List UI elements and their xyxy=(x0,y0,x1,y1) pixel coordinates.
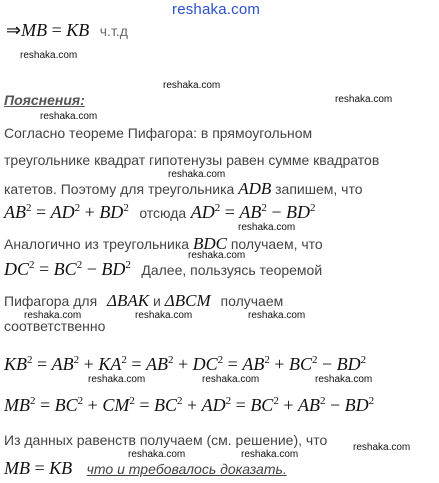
final-text: Из данных равенств получаем (см. решение), что xyxy=(4,432,328,448)
equation-bdc: $DC^2 = BC^2 - BD^2$ Далее, пользуясь теоремой xyxy=(4,259,323,279)
line7-suffix: получаем xyxy=(220,293,284,309)
watermark: reshaka.com xyxy=(128,449,186,460)
result-line xyxy=(6,20,128,41)
watermark: reshaka.com xyxy=(24,310,82,321)
triangle-bcm: ΔBCM xyxy=(164,291,211,310)
watermark: reshaka.com xyxy=(353,442,411,453)
final-equation: MB = KB что и требовалось доказать. xyxy=(4,458,287,478)
watermark-top: reshaka.com xyxy=(172,1,261,18)
equation-adb: $AB^2 = AD^2 + BD^2$ отсюда $AD^2 = AB^2 - BD^2$ xyxy=(4,202,316,222)
watermark: reshaka.com xyxy=(163,80,221,91)
watermark: reshaka.com xyxy=(315,374,373,385)
line5-prefix: Аналогично из треугольника xyxy=(4,236,190,252)
watermark: reshaka.com xyxy=(248,310,306,321)
line7-prefix: Пифагора для xyxy=(4,293,98,309)
explanation-line-1: Согласно теореме Пифагора: в прямоугольном xyxy=(4,125,313,141)
triangle-adb: ADB xyxy=(238,179,272,198)
implies-symbol: ⇒ xyxy=(6,20,22,40)
equation-mb: $MB^2 = BC^2 + CM^2 = BC^2 + AD^2 = BC^2 + AB^2 - BD^2$ xyxy=(4,395,375,415)
line6-suffix: Далее, пользуясь теоремой xyxy=(141,262,323,278)
watermark: reshaka.com xyxy=(238,222,296,233)
result-rhs: KB xyxy=(66,20,90,40)
triangle-bak: ΔBAK xyxy=(107,291,150,310)
explanation-heading: Пояснения: xyxy=(4,92,85,108)
eq1-text: отсюда xyxy=(139,205,187,221)
watermark: reshaka.com xyxy=(20,50,78,61)
qed-label: ч.т.д xyxy=(99,23,128,39)
watermark: reshaka.com xyxy=(202,374,260,385)
explanation-line-5 xyxy=(4,234,323,254)
watermark: reshaka.com xyxy=(241,449,299,460)
line5-suffix: получаем, что xyxy=(230,236,323,252)
line3-suffix: запишем, что xyxy=(275,181,363,197)
watermark: reshaka.com xyxy=(188,250,246,261)
line7-and: и xyxy=(153,293,161,309)
explanation-line-2: треугольнике квадрат гипотенузы равен сумме квадратов xyxy=(4,152,380,168)
equation-kb: $KB^2 = AB^2 + KA^2 = AB^2 + DC^2 = AB^2 + BC^2 - BD^2$ xyxy=(4,354,367,374)
explanation-line-7 xyxy=(4,291,283,311)
watermark: reshaka.com xyxy=(168,169,226,180)
final-tail: что и требовалось доказать. xyxy=(86,461,287,477)
watermark: reshaka.com xyxy=(88,374,146,385)
watermark: reshaka.com xyxy=(40,111,98,122)
result-lhs: MB xyxy=(21,20,48,40)
explanation-line-3 xyxy=(4,179,363,199)
line3-prefix: катетов. Поэтому для треугольника xyxy=(4,181,235,197)
triangle-bdc: BDC xyxy=(192,234,227,253)
watermark: reshaka.com xyxy=(135,310,193,321)
explanation-line-8: соответственно xyxy=(4,318,106,334)
watermark: reshaka.com xyxy=(335,94,393,105)
result-equals: = xyxy=(47,20,67,40)
